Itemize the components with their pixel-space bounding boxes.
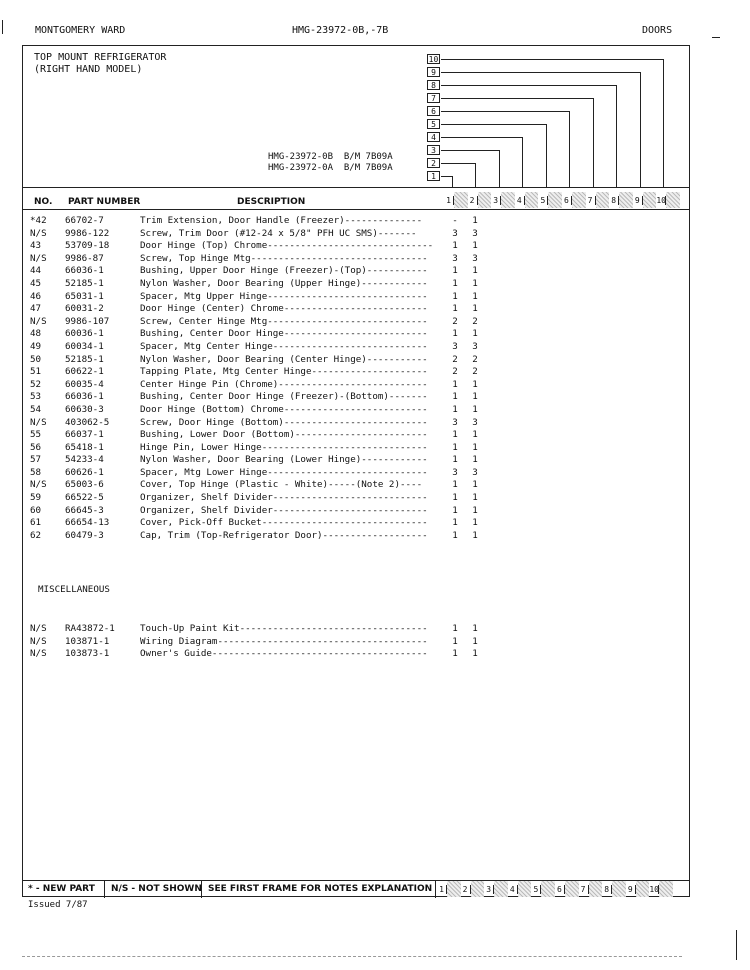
item-number: 58 xyxy=(30,466,42,478)
table-row xyxy=(30,648,485,661)
part-description: Door Hinge (Bottom) Chrome-------------------------- xyxy=(140,403,428,415)
table-row xyxy=(30,517,485,530)
part-number: 60036-1 xyxy=(65,328,104,340)
quantity: 1 xyxy=(452,429,458,441)
leader-line xyxy=(546,124,547,187)
part-number: 60035-4 xyxy=(65,378,104,390)
column-box: 8 xyxy=(427,80,440,90)
part-description: Hinge Pin, Lower Hinge------------------------------ xyxy=(140,441,428,453)
quantity: 3 xyxy=(452,227,458,239)
item-number: N/S xyxy=(30,479,47,491)
margin-mark xyxy=(712,37,720,38)
part-number: 65031-1 xyxy=(65,290,104,302)
part-number: 103871-1 xyxy=(65,635,110,647)
quantity: 1 xyxy=(472,529,478,541)
quantity: 1 xyxy=(472,328,478,340)
part-description: Bushing, Center Door Hinge (Freezer)-(Bottom)------- xyxy=(140,391,428,403)
header-model: HMG-23972-0B,-7B xyxy=(292,25,389,36)
part-description: Spacer, Mtg Center Hinge---------------------------- xyxy=(140,340,428,352)
part-number: 66645-3 xyxy=(65,504,104,516)
legend-notes: SEE FIRST FRAME FOR NOTES EXPLANATION xyxy=(202,880,436,898)
part-description: Screw, Center Hinge Mtg----------------------------- xyxy=(140,315,428,327)
column-header-description: DESCRIPTION xyxy=(237,197,306,207)
quantity: 1 xyxy=(472,504,478,516)
part-description: Center Hinge Pin (Chrome)--------------------------- xyxy=(140,378,428,390)
part-number: 52185-1 xyxy=(65,353,104,365)
margin-mark xyxy=(736,930,737,960)
quantity: - xyxy=(452,215,458,226)
column-number: 9 xyxy=(633,196,643,205)
quantity: 3 xyxy=(452,416,458,428)
column-number: 6 xyxy=(555,885,565,894)
parts-list xyxy=(30,215,485,542)
part-description: Screw, Top Hinge Mtg-------------------------------- xyxy=(140,252,428,264)
leader-line xyxy=(441,59,663,60)
item-number: 50 xyxy=(30,353,42,365)
quantity: 3 xyxy=(452,252,458,264)
part-description: Nylon Washer, Door Bearing (Center Hinge)----------- xyxy=(140,353,428,365)
legend-footer xyxy=(22,880,436,898)
quantity: 1 xyxy=(472,215,478,226)
quantity: 1 xyxy=(472,635,478,647)
item-number: N/S xyxy=(30,252,47,264)
item-number: 53 xyxy=(30,391,42,403)
table-row xyxy=(30,265,485,278)
leader-line xyxy=(441,163,475,164)
part-description: Tapping Plate, Mtg Center Hinge--------------------- xyxy=(140,366,428,378)
part-description: Nylon Washer, Door Bearing (Upper Hinge)------------ xyxy=(140,277,428,289)
quantity: 1 xyxy=(452,479,458,491)
quantity: 1 xyxy=(452,265,458,277)
quantity: 1 xyxy=(452,517,458,529)
item-number: 44 xyxy=(30,265,42,277)
part-description: Wiring Diagram-------------------------------------- xyxy=(140,635,428,647)
leader-line xyxy=(441,124,546,125)
column-number: 7 xyxy=(586,196,596,205)
quantity: 1 xyxy=(452,328,458,340)
column-number: 3 xyxy=(491,196,501,205)
leader-line xyxy=(569,111,570,187)
quantity: 1 xyxy=(452,378,458,390)
table-header-bottom-rule xyxy=(22,209,689,210)
item-number: N/S xyxy=(30,635,47,647)
table-row xyxy=(30,328,485,341)
quantity: 2 xyxy=(452,353,458,365)
quantity: 2 xyxy=(472,366,478,378)
part-description: Organizer, Shelf Divider---------------------------- xyxy=(140,492,428,504)
quantity: 1 xyxy=(472,265,478,277)
part-number: 52185-1 xyxy=(65,277,104,289)
table-row xyxy=(30,636,485,649)
leader-line xyxy=(441,176,452,177)
item-number: 46 xyxy=(30,290,42,302)
quantity: 1 xyxy=(452,635,458,647)
quantity: 2 xyxy=(452,366,458,378)
column-box: 2 xyxy=(427,158,440,168)
item-number: 62 xyxy=(30,529,42,541)
leader-line xyxy=(640,72,641,187)
table-row xyxy=(30,404,485,417)
part-description: Cover, Pick-Off Bucket------------------------------ xyxy=(140,517,428,529)
table-row xyxy=(30,442,485,455)
column-number: 4 xyxy=(508,885,518,894)
quantity: 1 xyxy=(472,240,478,252)
leader-line xyxy=(441,98,593,99)
item-number: N/S xyxy=(30,648,47,660)
title-line-1: TOP MOUNT REFRIGERATOR xyxy=(34,52,167,63)
item-number: 45 xyxy=(30,277,42,289)
quantity: 1 xyxy=(452,623,458,634)
table-row xyxy=(30,240,485,253)
part-number: 60622-1 xyxy=(65,366,104,378)
part-number: 9986-122 xyxy=(65,227,110,239)
leader-line xyxy=(475,163,476,187)
part-description: Trim Extension, Door Handle (Freezer)-------------- xyxy=(140,215,423,226)
item-number: 61 xyxy=(30,517,42,529)
table-row xyxy=(30,505,485,518)
item-number: 48 xyxy=(30,328,42,340)
part-description: Organizer, Shelf Divider---------------------------- xyxy=(140,504,428,516)
part-description: Bushing, Lower Door (Bottom)------------------------ xyxy=(140,429,428,441)
part-description: Owner's Guide--------------------------------------- xyxy=(140,648,428,660)
issued-date: Issued 7/87 xyxy=(28,900,88,910)
table-row xyxy=(30,429,485,442)
column-box: 10 xyxy=(428,55,439,64)
part-number: 9986-87 xyxy=(65,252,104,264)
part-description: Screw, Trim Door (#12-24 x 5/8" PFH UC SMS)------- xyxy=(140,227,417,239)
legend-not-shown: N/S - NOT SHOWN xyxy=(105,880,202,898)
table-row xyxy=(30,291,485,304)
column-box: 4 xyxy=(427,132,440,142)
title-line-2: (RIGHT HAND MODEL) xyxy=(34,64,143,75)
part-number: RA43872-1 xyxy=(65,623,115,634)
column-number: 4 xyxy=(515,196,525,205)
quantity: 1 xyxy=(472,479,478,491)
leader-line xyxy=(522,137,523,187)
quantity: 1 xyxy=(472,441,478,453)
part-number: 9986-107 xyxy=(65,315,110,327)
legend-new-part: * - NEW PART xyxy=(22,880,105,898)
column-number: 5 xyxy=(531,885,541,894)
part-number: 103873-1 xyxy=(65,648,110,660)
table-row xyxy=(30,454,485,467)
leader-line xyxy=(441,111,569,112)
item-number: 56 xyxy=(30,441,42,453)
quantity: 2 xyxy=(472,315,478,327)
table-row xyxy=(30,354,485,367)
quantity: 1 xyxy=(472,648,478,660)
quantity: 1 xyxy=(472,623,478,634)
table-row xyxy=(30,215,485,228)
item-number: N/S xyxy=(30,315,47,327)
column-box: 3 xyxy=(427,145,440,155)
header-brand: MONTGOMERY WARD xyxy=(35,25,126,36)
quantity: 1 xyxy=(452,391,458,403)
part-number: 66702-7 xyxy=(65,215,104,226)
column-number: 10 xyxy=(649,884,659,894)
footer-column-numbers xyxy=(437,881,673,897)
leader-line xyxy=(616,85,617,187)
part-number: 60630-3 xyxy=(65,403,104,415)
quantity: 3 xyxy=(452,340,458,352)
item-number: N/S xyxy=(30,623,47,634)
table-row xyxy=(30,228,485,241)
misc-parts-list xyxy=(30,623,485,661)
quantity-column-numbers xyxy=(444,192,680,208)
column-number: 1 xyxy=(437,885,447,894)
leader-line xyxy=(441,85,616,86)
column-number: 3 xyxy=(484,885,494,894)
quantity: 1 xyxy=(472,454,478,466)
quantity: 1 xyxy=(472,277,478,289)
item-number: 51 xyxy=(30,366,42,378)
quantity: 3 xyxy=(472,466,478,478)
column-header-part-number: PART NUMBER xyxy=(68,197,141,207)
table-row xyxy=(30,341,485,354)
quantity: 1 xyxy=(452,454,458,466)
quantity: 1 xyxy=(452,290,458,302)
part-description: Cover, Top Hinge (Plastic - White)-----(Note 2)---- xyxy=(140,479,423,491)
model-number: HMG-23972-0B xyxy=(268,152,334,162)
leader-line xyxy=(441,137,522,138)
part-description: Bushing, Center Door Hinge-------------------------- xyxy=(140,328,428,340)
column-box: 6 xyxy=(427,106,440,116)
part-number: 60626-1 xyxy=(65,466,104,478)
quantity: 1 xyxy=(452,403,458,415)
column-box: 1 xyxy=(427,171,440,181)
item-number: *42 xyxy=(30,215,47,226)
item-number: 52 xyxy=(30,378,42,390)
quantity: 3 xyxy=(472,340,478,352)
column-number: 10 xyxy=(656,195,666,205)
bill-of-material: B/M 7B09A xyxy=(343,152,393,162)
item-number: 57 xyxy=(30,454,42,466)
quantity: 1 xyxy=(452,529,458,541)
item-number: N/S xyxy=(30,227,47,239)
quantity: 3 xyxy=(472,227,478,239)
document-title xyxy=(34,52,166,76)
item-number: 60 xyxy=(30,504,42,516)
column-box: 7 xyxy=(427,93,440,103)
quantity: 3 xyxy=(452,466,458,478)
part-description: Door Hinge (Center) Chrome-------------------------- xyxy=(140,303,428,315)
table-row xyxy=(30,479,485,492)
table-row xyxy=(30,379,485,392)
table-row xyxy=(30,391,485,404)
item-number: 54 xyxy=(30,403,42,415)
table-header-top-rule xyxy=(22,187,689,188)
table-row xyxy=(30,253,485,266)
part-number: 60034-1 xyxy=(65,340,104,352)
quantity: 1 xyxy=(472,492,478,504)
table-row xyxy=(30,467,485,480)
part-number: 60031-2 xyxy=(65,303,104,315)
quantity: 1 xyxy=(452,648,458,660)
item-number: 47 xyxy=(30,303,42,315)
table-row xyxy=(30,492,485,505)
part-number: 60479-3 xyxy=(65,529,104,541)
column-number: 2 xyxy=(461,885,471,894)
part-description: Spacer, Mtg Upper Hinge----------------------------- xyxy=(140,290,428,302)
quantity: 1 xyxy=(472,517,478,529)
quantity: 1 xyxy=(472,290,478,302)
part-description: Touch-Up Paint Kit---------------------------------- xyxy=(140,623,428,634)
quantity: 1 xyxy=(452,240,458,252)
part-number: 65003-6 xyxy=(65,479,104,491)
quantity: 2 xyxy=(452,315,458,327)
model-number: HMG-23972-0A xyxy=(268,163,334,173)
table-row xyxy=(30,303,485,316)
quantity: 3 xyxy=(472,252,478,264)
table-row xyxy=(30,623,485,636)
quantity: 1 xyxy=(472,378,478,390)
part-number: 66037-1 xyxy=(65,429,104,441)
table-row xyxy=(30,316,485,329)
column-box: 9 xyxy=(427,67,440,77)
leader-line xyxy=(441,150,499,151)
item-number: N/S xyxy=(30,416,47,428)
leader-line xyxy=(663,59,664,187)
quantity: 1 xyxy=(452,492,458,504)
column-number: 8 xyxy=(609,196,619,205)
item-number: 43 xyxy=(30,240,42,252)
column-header-no: NO. xyxy=(34,197,53,207)
table-row xyxy=(30,366,485,379)
table-row xyxy=(30,417,485,430)
quantity: 1 xyxy=(452,277,458,289)
quantity: 1 xyxy=(472,391,478,403)
quantity: 1 xyxy=(472,429,478,441)
leader-line xyxy=(441,72,640,73)
part-description: Cap, Trim (Top-Refrigerator Door)------------------- xyxy=(140,529,428,541)
item-number: 55 xyxy=(30,429,42,441)
column-number: 1 xyxy=(444,196,454,205)
part-description: Screw, Door Hinge (Bottom)-------------------------- xyxy=(140,416,428,428)
miscellaneous-heading: MISCELLANEOUS xyxy=(38,584,110,595)
quantity: 1 xyxy=(452,504,458,516)
column-box: 5 xyxy=(427,119,440,129)
column-number: 6 xyxy=(562,196,572,205)
part-number: 54233-4 xyxy=(65,454,104,466)
part-number: 53709-18 xyxy=(65,240,110,252)
quantity: 1 xyxy=(472,403,478,415)
quantity: 1 xyxy=(452,303,458,315)
part-number: 65418-1 xyxy=(65,441,104,453)
column-number: 9 xyxy=(626,885,636,894)
part-number: 403062-5 xyxy=(65,416,110,428)
item-number: 49 xyxy=(30,340,42,352)
model-list xyxy=(268,152,393,174)
quantity: 3 xyxy=(472,416,478,428)
part-description: Nylon Washer, Door Bearing (Lower Hinge)------------ xyxy=(140,454,428,466)
part-description: Bushing, Upper Door Hinge (Freezer)-(Top)----------- xyxy=(140,265,428,277)
leader-line xyxy=(499,150,500,187)
scan-edge xyxy=(22,956,682,957)
part-number: 66654-13 xyxy=(65,517,110,529)
header-section: DOORS xyxy=(642,25,673,36)
bill-of-material: B/M 7B09A xyxy=(343,163,393,173)
column-number: 8 xyxy=(602,885,612,894)
part-number: 66036-1 xyxy=(65,391,104,403)
part-description: Spacer, Mtg Lower Hinge----------------------------- xyxy=(140,466,428,478)
quantity: 2 xyxy=(472,353,478,365)
table-row xyxy=(30,278,485,291)
column-number: 2 xyxy=(468,196,478,205)
leader-line xyxy=(452,176,453,187)
margin-mark xyxy=(2,20,3,34)
part-description: Door Hinge (Top) Chrome------------------------------ xyxy=(140,240,434,252)
column-number: 7 xyxy=(579,885,589,894)
quantity: 1 xyxy=(452,441,458,453)
table-row xyxy=(30,530,485,543)
quantity: 1 xyxy=(472,303,478,315)
item-number: 59 xyxy=(30,492,42,504)
part-number: 66522-5 xyxy=(65,492,104,504)
part-number: 66036-1 xyxy=(65,265,104,277)
column-number: 5 xyxy=(538,196,548,205)
leader-line xyxy=(593,98,594,187)
